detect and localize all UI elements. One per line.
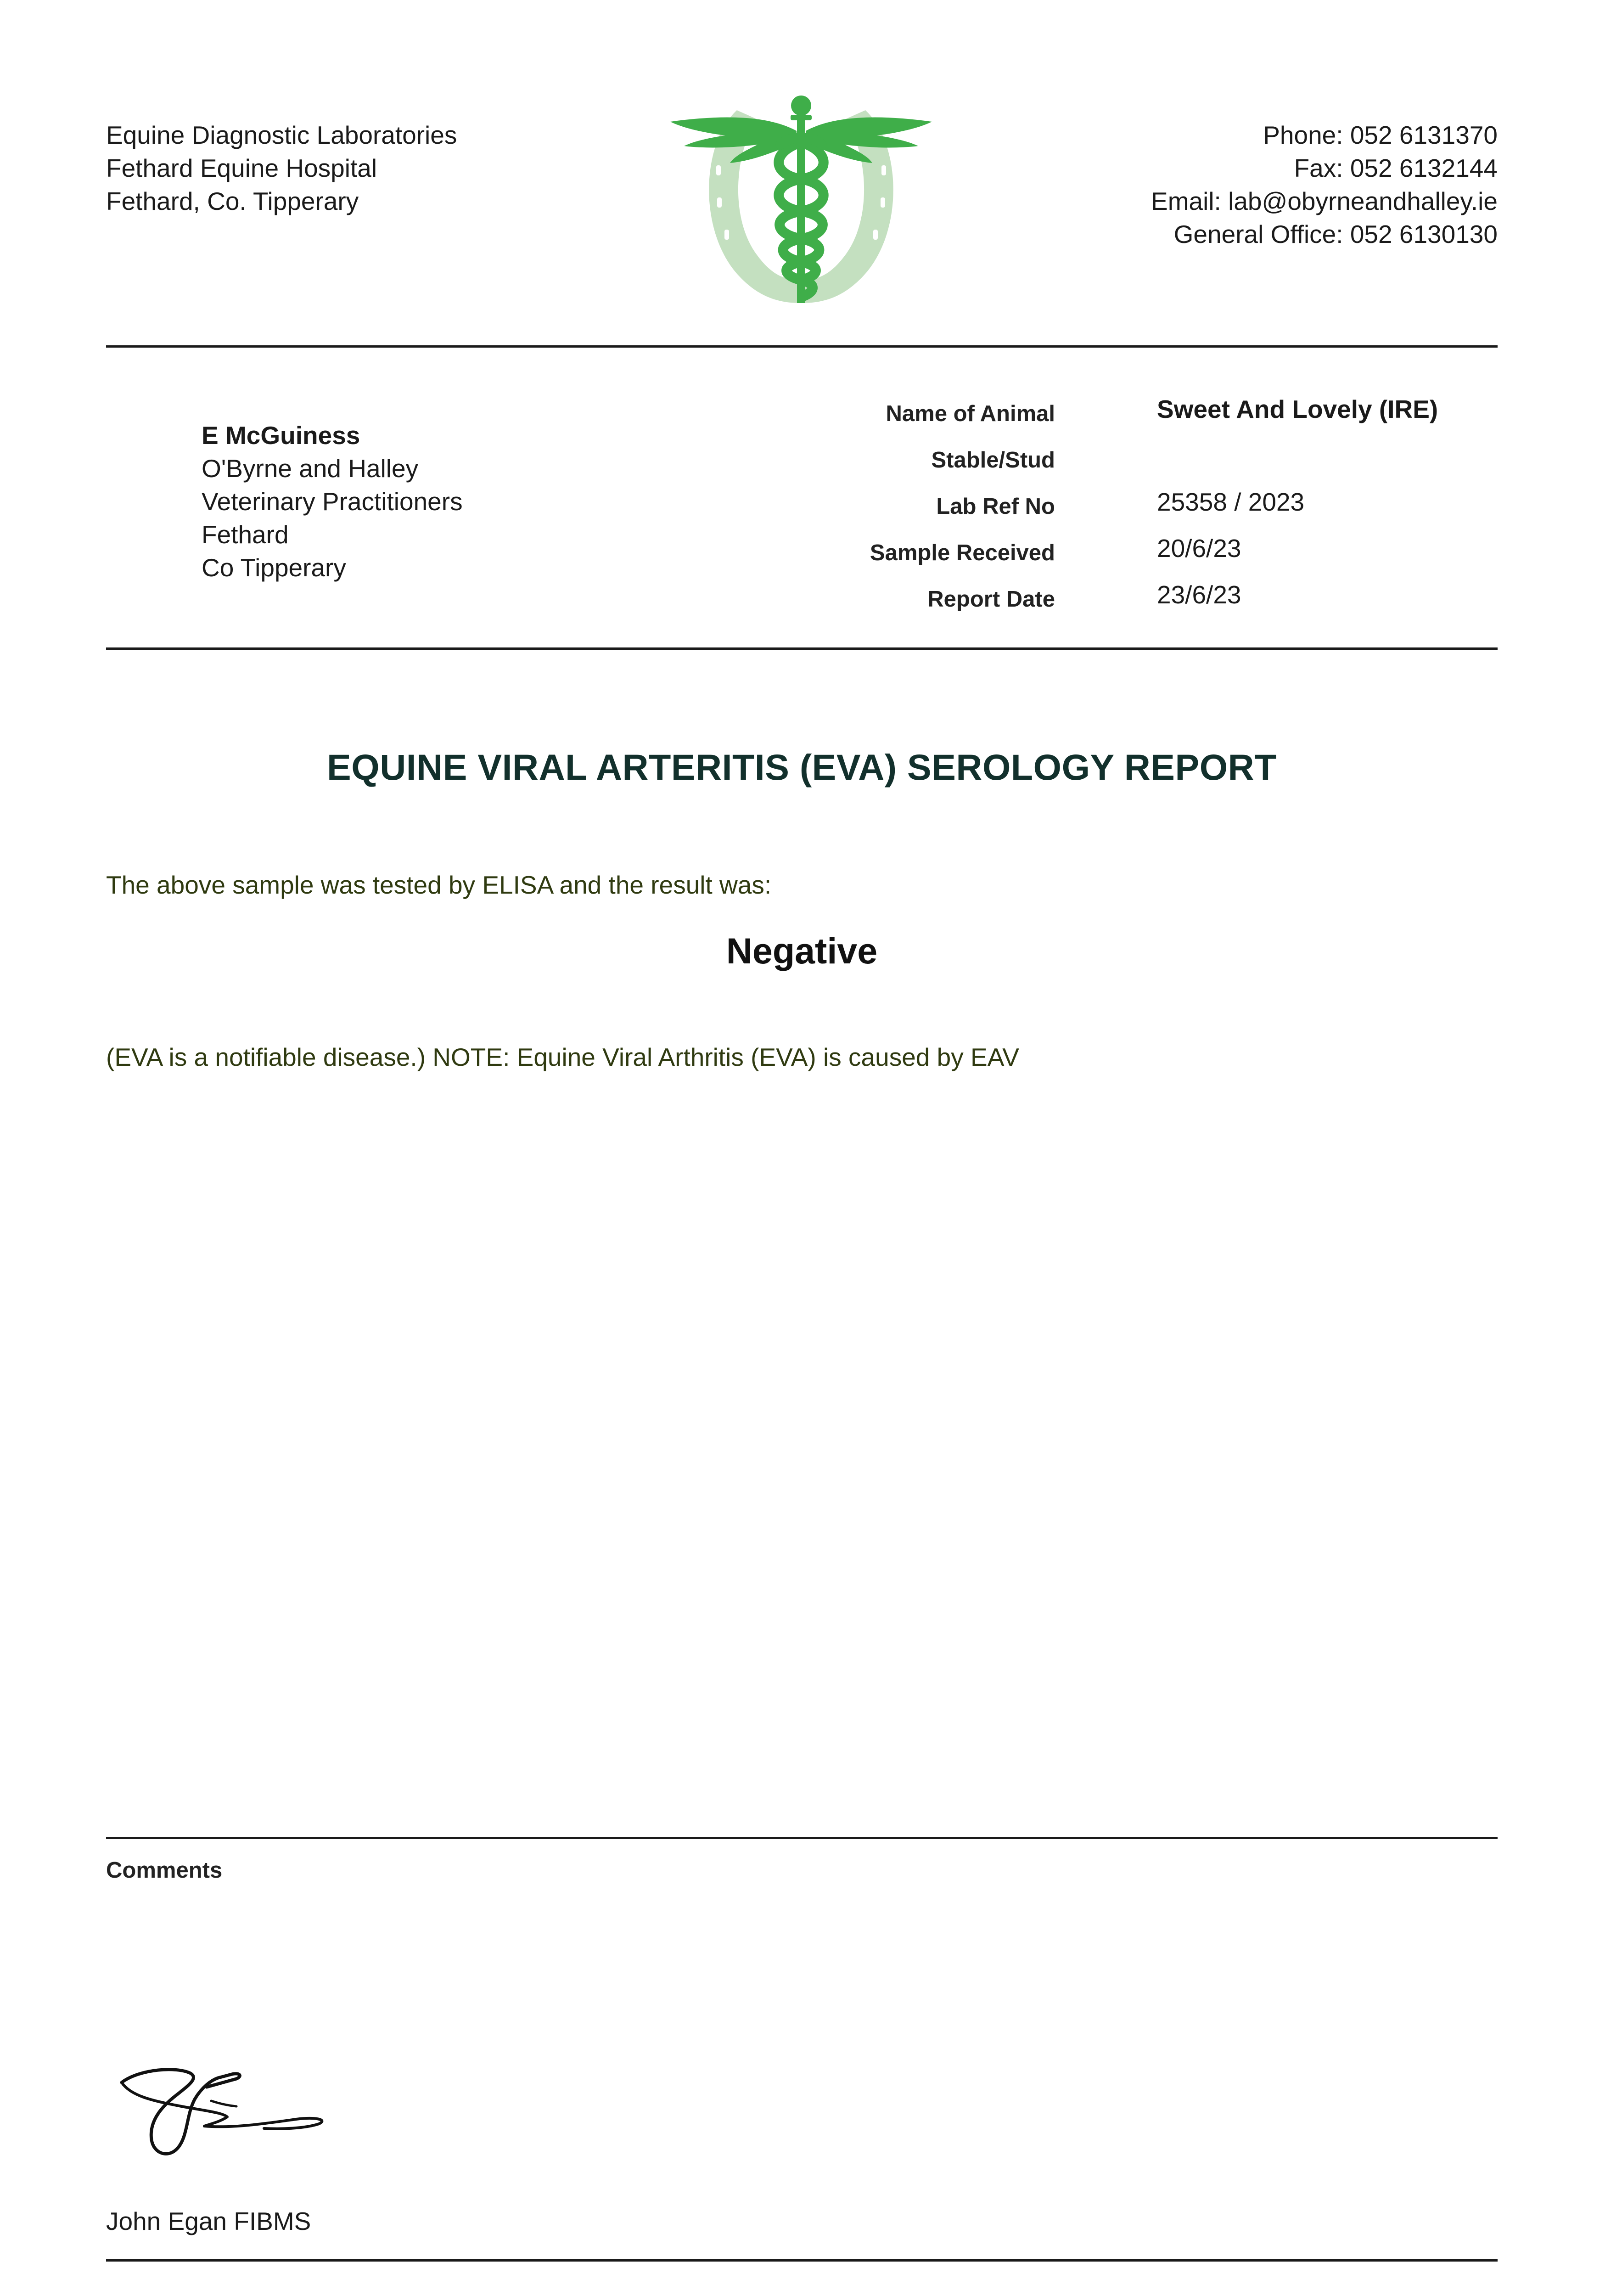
divider <box>106 647 1498 650</box>
detail-row-sample-received <box>826 529 1497 576</box>
general-office: General Office: 052 6130130 <box>1173 220 1498 248</box>
detail-label: Stable/Stud <box>931 448 1055 473</box>
detail-row-lab-ref <box>826 483 1497 529</box>
lab-address <box>106 118 457 218</box>
caduceus-horseshoe-icon <box>666 87 937 317</box>
signatory-name: John Egan FIBMS <box>106 2207 311 2235</box>
disease-note: (EVA is a notifiable disease.) NOTE: Equine Viral Arthritis (EVA) is caused by EAV <box>106 1043 1019 1071</box>
divider <box>106 1837 1498 1839</box>
report-title: EQUINE VIRAL ARTERITIS (EVA) SEROLOGY REPORT <box>327 747 1277 788</box>
lab-address-line: Fethard, Co. Tipperary <box>106 187 359 215</box>
detail-label: Report Date <box>927 587 1055 612</box>
detail-value: 25358 / 2023 <box>1157 488 1305 516</box>
detail-label: Name of Animal <box>886 401 1055 426</box>
test-result: Negative <box>726 930 878 971</box>
detail-row-report-date <box>826 576 1497 622</box>
detail-value: 20/6/23 <box>1157 534 1241 563</box>
sample-details <box>826 390 1497 622</box>
comments-label: Comments <box>106 1858 223 1883</box>
email: Email: lab@obyrneandhalley.ie <box>1151 187 1498 215</box>
fax: Fax: 052 6132144 <box>1294 154 1498 182</box>
lab-address-line: Equine Diagnostic Laboratories <box>106 121 457 149</box>
handwritten-signature <box>112 2055 342 2174</box>
detail-label: Lab Ref No <box>936 494 1055 519</box>
recipient-line: O'Byrne and Halley <box>202 454 419 483</box>
recipient-line: Fethard <box>202 520 289 549</box>
detail-value: 23/6/23 <box>1157 580 1241 609</box>
lab-address-line: Fethard Equine Hospital <box>106 154 377 182</box>
recipient-line: Co Tipperary <box>202 553 346 582</box>
recipient-name: E McGuiness <box>202 421 360 450</box>
lab-contact <box>1151 118 1498 251</box>
recipient-address <box>202 419 463 584</box>
detail-row-animal <box>826 390 1497 437</box>
divider <box>106 345 1498 348</box>
divider <box>106 2259 1498 2262</box>
recipient-line: Veterinary Practitioners <box>202 487 463 516</box>
phone: Phone: 052 6131370 <box>1263 121 1498 149</box>
detail-row-stable <box>826 437 1497 483</box>
detail-label: Sample Received <box>870 540 1055 565</box>
detail-value: Sweet And Lovely (IRE) <box>1157 395 1438 423</box>
tested-statement: The above sample was tested by ELISA and the result was: <box>106 871 772 899</box>
